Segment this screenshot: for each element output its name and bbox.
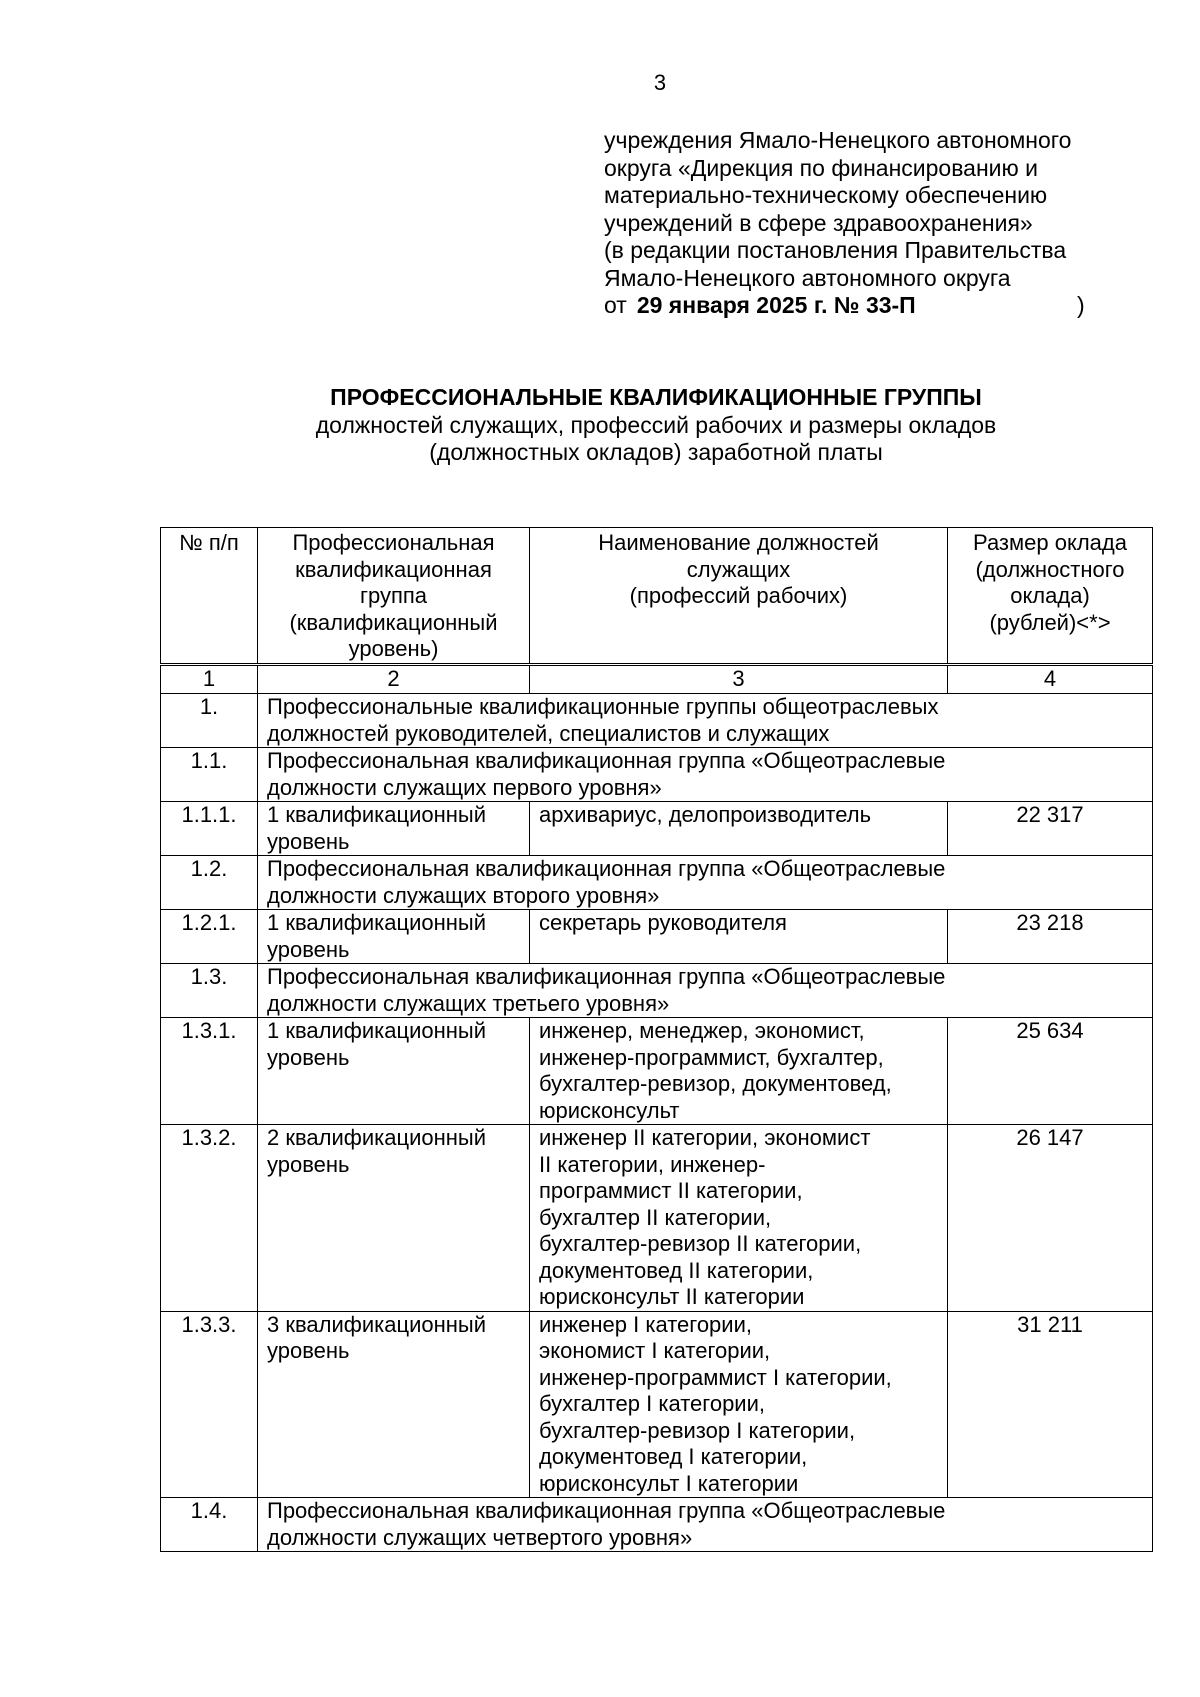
positions-line: инженер-программист I категории, [539,1364,892,1390]
page-number: 3 [653,70,667,95]
header-group-line: уровень) [348,636,439,661]
qualification-level-line: уровень [267,1151,350,1177]
positions [530,1018,948,1125]
approval-line: учреждений в сфере здравоохранения» [604,209,1033,236]
group-name [258,964,1153,1018]
header-salary-line: (рублей)<*> [989,609,1111,635]
group-name-line: должности служащих третьего уровня» [267,990,670,1016]
group-name-line: должности служащих первого уровня» [267,774,662,800]
positions-line: экономист I категории, [539,1338,771,1363]
positions-line: инженер I категории, [539,1311,752,1337]
level-row [161,910,1153,964]
approval-line: учреждения Ямало-Ненецкого автономного [604,127,1072,153]
positions-line: архивариус, делопроизводитель [539,802,872,827]
positions-line: бухгалтер-ревизор I категории, [539,1417,856,1443]
header-group-line: (квалификационный [289,609,498,635]
qualification-level [258,1125,530,1312]
group-row [161,1498,1153,1552]
row-number: 1.3.3. [161,1311,258,1498]
positions-line: инженер-программист, бухгалтер, [539,1044,884,1070]
header-group-line: Профессиональная [292,530,495,555]
document-title [160,384,1152,467]
salary: 31 211 [948,1311,1153,1498]
group-name [258,1498,1153,1552]
header-group [258,528,530,665]
approval-block [604,127,1164,320]
salary: 25 634 [948,1018,1153,1125]
group-row [161,856,1153,910]
row-number: 1.3. [161,964,258,1018]
header-number [161,528,258,665]
header-salary-line: (должностного [975,556,1125,582]
qualification-groups-table [160,527,1153,1552]
positions [530,1311,948,1498]
qualification-level-line: уровень [267,1044,350,1070]
row-number: 1.3.1. [161,1018,258,1125]
positions-line: инженер, менеджер, экономист, [539,1018,865,1043]
positions [530,802,948,856]
header-positions [530,528,948,665]
positions-line: юрисконсульт II категории [539,1284,805,1309]
level-row [161,1311,1153,1498]
positions-line: документовед I категории, [539,1444,808,1469]
row-number: 1.2.1. [161,910,258,964]
header-salary [948,528,1153,665]
level-row [161,1125,1153,1312]
positions-line: документовед II категории, [539,1257,814,1283]
positions-line: юрисконсульт I категории [539,1470,799,1496]
positions-line: бухгалтер-ревизор, документовед, [539,1071,892,1096]
row-number: 1.3.2. [161,1125,258,1312]
header-positions-line: (профессий рабочих) [629,583,848,608]
positions-line: юрисконсульт [539,1097,680,1123]
header-positions-line: Наименование должностей [598,530,879,555]
qualification-level-line: 1 квалификационный [267,910,487,935]
positions-line: бухгалтер II категории, [539,1204,772,1230]
positions-line: II категории, инженер- [539,1151,766,1177]
positions-line: бухгалтер-ревизор II категории, [539,1231,862,1256]
header-group-line: группа [359,583,428,608]
group-name [258,694,1153,748]
row-number: 1. [161,694,258,748]
date-prefix: от [604,292,627,318]
level-row [161,1018,1153,1125]
qualification-level-line: 1 квалификационный [267,802,487,827]
qualification-level [258,910,530,964]
column-number: 2 [258,665,530,694]
group-name-line: должностей руководителей, специалистов и служащих [267,720,830,746]
group-name-line: должности служащих четвертого уровня» [267,1524,693,1550]
header-salary-line: оклада) [1010,583,1090,608]
qualification-level [258,802,530,856]
group-row [161,964,1153,1018]
approval-line: (в редакции постановления Правительства [604,237,1067,263]
qualification-level-line: 3 квалификационный [267,1311,487,1337]
column-number: 1 [161,665,258,694]
row-number: 1.1.1. [161,802,258,856]
level-row [161,802,1153,856]
approval-line: Ямало-Ненецкого автономного округа [604,264,1011,291]
group-name-line: Профессиональная квалификационная группа «Общеотраслевые [267,1498,946,1523]
row-number: 1.1. [161,748,258,802]
group-name-line: Профессиональная квалификационная группа «Общеотраслевые [267,856,946,881]
title-line: должностей служащих, профессий рабочих и размеры окладов [315,411,997,438]
positions-line: инженер II категории, экономист [539,1125,871,1150]
row-number: 1.2. [161,856,258,910]
salary: 22 317 [948,802,1153,856]
header-salary-line: Размер оклада [973,530,1127,555]
group-name-line: должности служащих второго уровня» [267,882,660,908]
approval-line: материально-техническому обеспечению [604,182,1048,208]
group-name [258,748,1153,802]
salary: 26 147 [948,1125,1153,1312]
title-main: ПРОФЕССИОНАЛЬНЫЕ КВАЛИФИКАЦИОННЫЕ ГРУППЫ [330,384,982,410]
header-number-label: № п/п [179,530,239,555]
qualification-level-line: 2 квалификационный [267,1125,487,1150]
group-row [161,748,1153,802]
qualification-level-line: уровень [267,1338,350,1363]
column-number: 3 [530,665,948,694]
header-group-line: квалификационная [295,556,492,582]
column-numbers-row [161,665,1153,694]
header-positions-line: служащих [686,556,791,582]
positions-line: секретарь руководителя [539,910,787,935]
approval-line: округа «Дирекция по финансированию и [604,154,1039,181]
qualification-level-line: 1 квалификационный [267,1018,487,1043]
column-number: 4 [948,665,1153,694]
group-name [258,856,1153,910]
positions-line: бухгалтер I категории, [539,1391,765,1416]
qualification-level-line: уровень [267,828,350,854]
qualification-level [258,1311,530,1498]
row-number: 1.4. [161,1498,258,1552]
decree-date: 29 января 2025 г. № 33-П [636,292,916,318]
positions [530,910,948,964]
group-row [161,694,1153,748]
title-line: (должностных окладов) заработной платы [429,439,883,465]
group-name-line: Профессиональные квалификационные группы общеотраслевых [267,694,939,719]
group-name-line: Профессиональная квалификационная группа «Общеотраслевые [267,964,946,989]
date-suffix: ) [1077,292,1085,318]
approval-date-line [604,292,1164,320]
group-name-line: Профессиональная квалификационная группа «Общеотраслевые [267,748,946,773]
table-header-row [161,528,1153,665]
qualification-level [258,1018,530,1125]
positions-line: программист II категории, [539,1178,803,1203]
qualification-level-line: уровень [267,936,350,962]
positions [530,1125,948,1312]
salary: 23 218 [948,910,1153,964]
